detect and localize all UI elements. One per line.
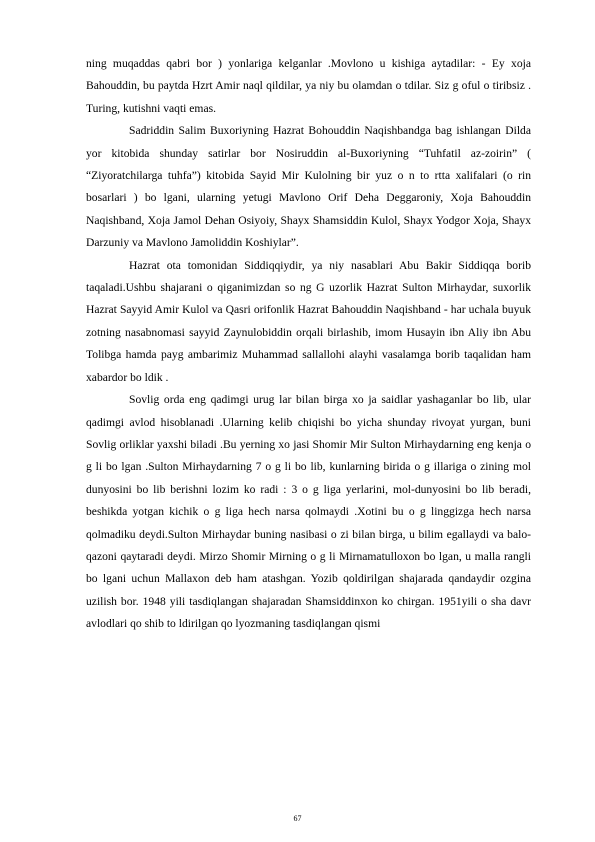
- paragraph-2: Sadriddin Salim Buxoriyning Hazrat Bohouddin Naqishbandga bag ishlangan Dilda yor kitobida shunday satirlar bor Nosiruddin al-Buxoriyning “Tuhfatil az-zoirin” ( “Ziyoratchilarga tuhfa”) kitobida Sayid Mir Kulolning bir yuz o n to rtta xalifalari (o rin bosarlari ) bo lgani, ularning yetugi Mavlono Orif Deha Deggaroniy, Xoja Bahouddin Naqishband, Xoja Jamol Dehan Osiyoiy, Shayx Shamsiddin Kulol, Shayx Yodgor Xoja, Shayx Darzuniy va Mavlono Jamoliddin Koshiylar”.: [86, 124, 531, 250]
- paragraph-1: ning muqaddas qabri bor ) yonlariga kelganlar .Movlono u kishiga aytadilar: - Ey xoja Bahouddin, bu paytda Hzrt Amir naql qildilar, ya niy bu olamdan o tdilar. Siz g oful o tiribsiz . Turing, kutishni vaqti emas.: [86, 57, 531, 115]
- document-body: [86, 53, 531, 636]
- page-number: 67: [293, 814, 302, 823]
- paragraph-4: Sovlig orda eng qadimgi urug lar bilan birga xo ja saidlar yashaganlar bo lib, ular qadimgi avlod hisoblanadi .Ularning kelib chiqishi bo yicha shunday rivoyat yurgan, buni Sovlig orliklar yaxshi biladi .Bu yerning xo jasi Shomir Mir Sulton Mirhaydarning eng kenja o g li bo lgan .Sulton Mirhaydarning 7 o g li bo lib, kunlarning birida o g illariga o zining mol dunyosini bo lib berishni lozim ko radi : 3 o g liga yerlarini, mol-dunyosini bo lib beradi, beshikda yotgan kichik o g liga hech narsa qolmaydi .Xotini bu o g linggizga hech narsa qolmadiku deydi.Sulton Mirhaydar buning nasibasi o zi bilan birga, u bilim egallaydi va balo-qazoni qaytaradi deydi. Mirzo Shomir Mirning o g li Mirnamatulloxon bo lgan, u malla rangli bo lgani uchun Mallaxon deb ham atashgan. Yozib qoldirilgan shajarada qandaydir ozgina uzilish bor. 1948 yili tasdiqlangan shajaradan Shamsiddinxon ko chirgan. 1951yili o sha davr avlodlari qo shib to ldirilgan qo lyozmaning tasdiqlangan qismi: [86, 393, 531, 631]
- paragraph-3: Hazrat ota tomonidan Siddiqqiydir, ya niy nasablari Abu Bakir Siddiqqa borib taqaladi.Ushbu shajarani o qiganimizdan so ng G uzorlik Hazrat Sulton Mirhaydar, suxorlik Hazrat Sayyid Amir Kulol va Qasri orifonlik Hazrat Bahouddin Naqishband - har uchala buyuk zotning nasabnomasi sayyid Zaynulobiddin orqali birlashib, imom Husayin ibn Aliy ibn Abu Tolibga hamda payg ambarimiz Muhammad sallallohi alayhi vasalamga borib taqalidan ham xabardor bo ldik .: [86, 258, 531, 384]
